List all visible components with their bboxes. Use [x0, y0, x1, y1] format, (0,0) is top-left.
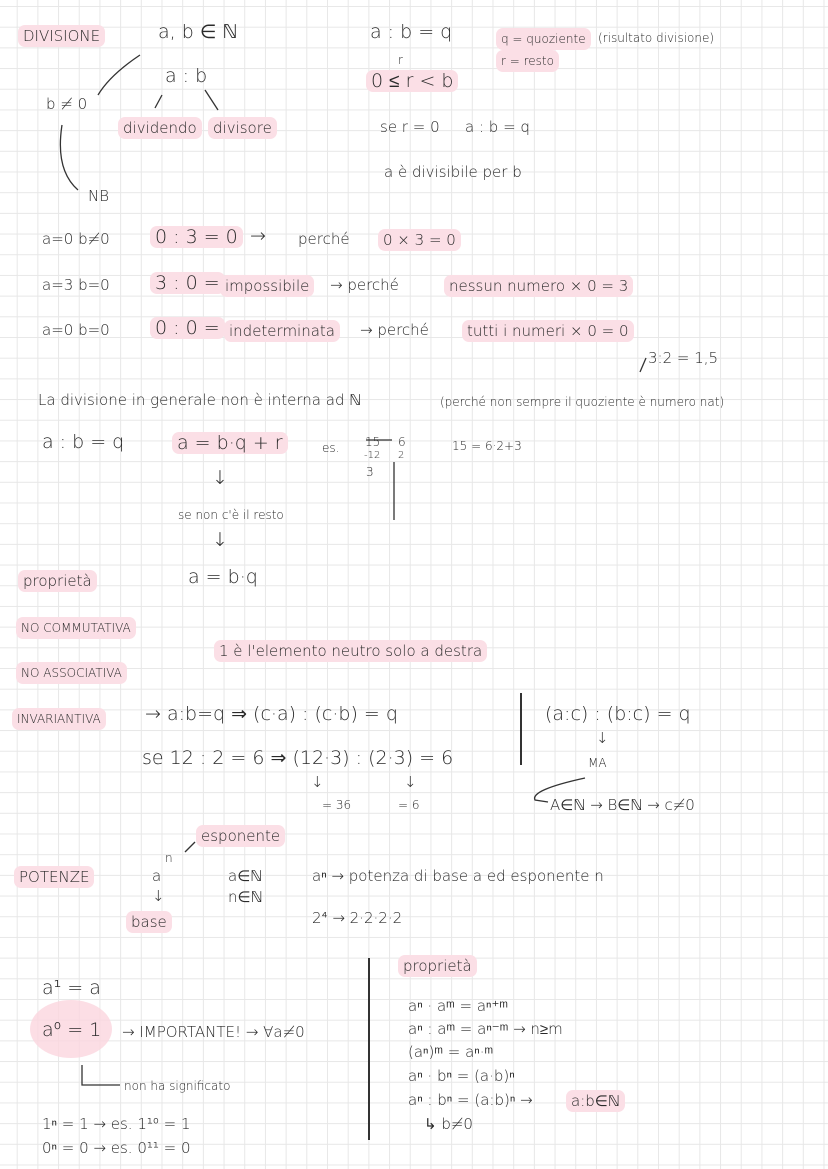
exponent-label: esponente — [196, 825, 285, 847]
case3-why: → perché — [360, 321, 429, 339]
div-rem: 3 — [366, 465, 374, 479]
r-label: r — [398, 53, 403, 67]
a-power-0: a⁰ = 1 — [42, 1019, 102, 1041]
ma-label: MA — [588, 756, 607, 770]
n-in-n: n∈ℕ — [228, 888, 263, 906]
exact-eq: a = b·q — [188, 566, 258, 588]
general-formula: a = b·q + r — [172, 432, 288, 454]
arrow-down-icon: ↓ — [311, 773, 324, 791]
important-note: → IMPORTANTE! → ∀a≠0 — [122, 1023, 305, 1041]
arrow-down-icon: ↓ — [212, 467, 228, 489]
divisible: a è divisibile per b — [384, 163, 522, 181]
a-in-n: a∈ℕ — [228, 867, 263, 885]
divider-line — [520, 693, 522, 765]
se-r0-eq: a : b = q — [465, 118, 530, 136]
power-example: 2⁴ → 2·2·2·2 — [312, 909, 403, 927]
no-commutative: NO COMMUTATIVA — [16, 617, 136, 639]
remainder-range: 0 ≤ r < b — [366, 70, 458, 92]
result-36: = 36 — [322, 798, 352, 812]
case3-result: indeterminata — [224, 320, 340, 342]
example-32: 3:2 = 1,5 — [648, 349, 719, 367]
divisore-label: divisore — [208, 117, 277, 139]
result-6: = 6 — [398, 798, 420, 812]
invariant-eq: → a:b=q ⇒ (c·a) : (c·b) = q — [145, 703, 398, 725]
q-def: q = quoziente — [496, 28, 591, 50]
base-a: a — [152, 867, 162, 885]
internal-note: (perché non sempre il quoziente è numero nat) — [440, 395, 725, 409]
exp-n: n — [165, 851, 173, 865]
arrow-down-icon: ↓ — [404, 773, 417, 791]
se-r0: se r = 0 — [380, 118, 440, 136]
power-definition: aⁿ → potenza di base a ed esponente n — [312, 867, 604, 885]
a-power-1: a¹ = a — [42, 977, 101, 999]
powers-properties-label: proprietà — [398, 955, 477, 977]
expr: a : b — [165, 65, 208, 87]
power-property: aⁿ : bⁿ = (a:b)ⁿ → — [408, 1091, 533, 1109]
divider-line — [368, 958, 370, 1140]
es-label: es. — [322, 441, 340, 455]
case2-expr: 3 : 0 = — [150, 272, 225, 294]
case3-reason: tutti i numeri × 0 = 0 — [462, 320, 634, 342]
invariant-division: (a:c) : (b:c) = q — [545, 703, 691, 725]
property-condition: a:b∈ℕ — [566, 1090, 625, 1112]
domain: a, b ∈ ℕ — [158, 21, 238, 43]
case3-cond: a=0 b=0 — [42, 321, 110, 339]
div-sub: -12 — [364, 450, 381, 461]
case1-why: perché — [298, 230, 350, 248]
power-property: aⁿ · aᵐ = aⁿ⁺ᵐ — [408, 997, 509, 1015]
power-property: aⁿ · bⁿ = (a·b)ⁿ — [408, 1067, 515, 1085]
neutral-element: 1 è l'elemento neutro solo a destra — [214, 640, 487, 662]
condition-chain: A∈ℕ → B∈ℕ → c≠0 — [550, 796, 695, 814]
power-property: aⁿ : aᵐ = aⁿ⁻ᵐ → n≥m — [408, 1020, 563, 1038]
one-power: 1ⁿ = 1 → es. 1¹⁰ = 1 — [42, 1115, 191, 1133]
dividendo-label: dividendo — [118, 117, 202, 139]
case2-reason: nessun numero × 0 = 3 — [444, 275, 633, 297]
arrow-down-icon: ↓ — [212, 529, 228, 551]
div-dividend: 15 — [365, 435, 381, 449]
general-eq: a : b = q — [42, 431, 125, 453]
no-associative: NO ASSOCIATIVA — [16, 662, 127, 684]
invariant-label: INVARIANTIVA — [12, 708, 106, 730]
division-title: DIVISIONE — [18, 25, 105, 47]
meaningless-note: non ha significato — [124, 1079, 231, 1093]
div-divisor: 6 — [398, 435, 406, 449]
powers-title: POTENZE — [14, 866, 94, 888]
case1-reason: 0 × 3 = 0 — [378, 229, 461, 251]
no-rest: se non c'è il resto — [178, 508, 284, 522]
zero-power: 0ⁿ = 0 → es. 0¹¹ = 0 — [42, 1139, 191, 1157]
invariant-example: se 12 : 2 = 6 ⇒ (12·3) : (2·3) = 6 — [142, 747, 454, 769]
internal-statement: La divisione in generale non è interna ad ℕ — [38, 391, 362, 409]
q-note: (risultato divisione) — [598, 31, 715, 45]
case2-why: → perché — [330, 276, 399, 294]
case1-cond: a=0 b≠0 — [42, 230, 110, 248]
arrow-icon: → — [250, 225, 266, 247]
case2-result: impossibile — [220, 275, 314, 297]
case2-cond: a=3 b=0 — [42, 276, 110, 294]
arrow-down-icon: ↓ — [152, 887, 165, 905]
base-label: base — [126, 911, 172, 933]
arrow-down-icon: ↓ — [596, 729, 609, 747]
b-not-zero: b ≠ 0 — [46, 95, 88, 113]
case3-expr: 0 : 0 = — [150, 317, 225, 339]
div-check: 15 = 6·2+3 — [452, 439, 522, 453]
b-not-zero-note: ↳ b≠0 — [424, 1115, 473, 1133]
quotient-eq: a : b = q — [370, 21, 453, 43]
r-def: r = resto — [496, 50, 559, 72]
power-property: (aⁿ)ᵐ = aⁿ·ᵐ — [408, 1043, 494, 1061]
case1-expr: 0 : 3 = 0 — [150, 226, 243, 248]
properties-label: proprietà — [18, 570, 97, 592]
nb-label: NB — [88, 187, 110, 205]
div-quot: 2 — [398, 450, 405, 461]
